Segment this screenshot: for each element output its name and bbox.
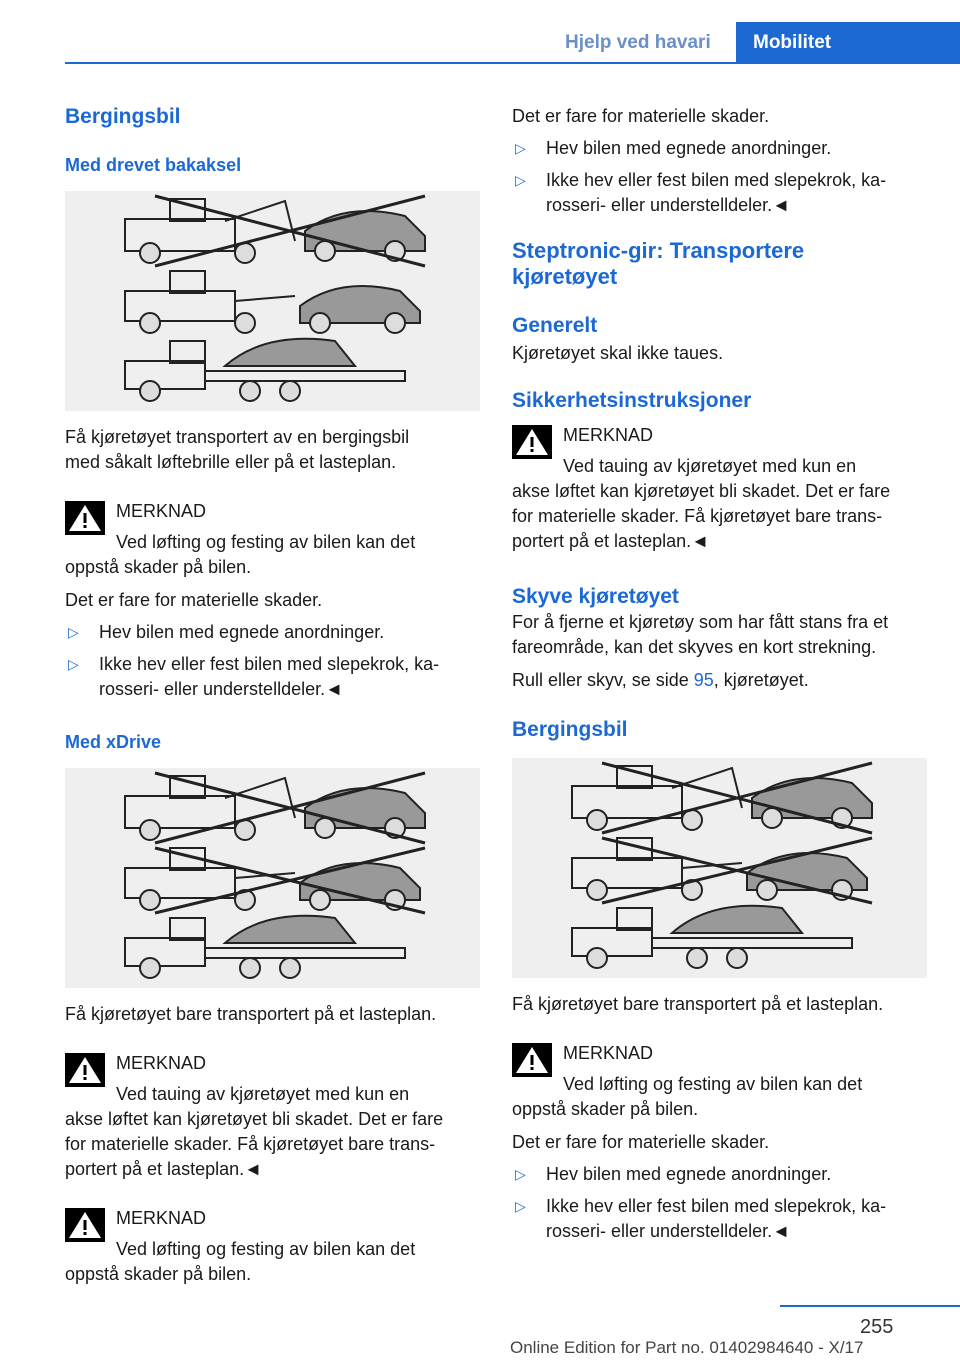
warning-text: Ved løfting og festing av bilen kan det [563,1074,863,1094]
heading-bergingsbil-2: Bergingsbil [512,718,628,741]
warning-title: MERKNAD [563,425,654,445]
warning-block-3 [65,1204,481,1287]
list-item: ▷ Ikke hev eller fest bilen med slepekrok, ka- rosseri- eller understelldeler.◄ [68,654,440,699]
warning-text: akse løftet kan kjøretøyet bli skadet. Det er fare [512,481,891,501]
header-tab-hjelp[interactable]: Hjelp ved havari [565,32,711,53]
header-rule [65,62,960,64]
list-item: ▷ Hev bilen med egnede anordninger. [65,620,481,645]
para-fare: Det er fare for materielle skader. [65,590,323,610]
warning-text: oppstå skader på bilen. [65,1264,252,1284]
list-item: ▷ Hev bilen med egnede anordninger. [512,136,928,161]
heading-generelt: Generelt [512,314,598,337]
triangle-bullet-icon: ▷ [68,624,79,640]
warning-triangle-icon [65,1208,105,1242]
triangle-bullet-icon: ▷ [515,1166,526,1182]
triangle-bullet-icon: ▷ [515,140,526,156]
warning-text: akse løftet kan kjøretøyet bli skadet. Det er fare [65,1109,444,1129]
list-item: ▷ Hev bilen med egnede anordninger. [512,1162,928,1187]
para-fare: Det er fare for materielle skader. [512,106,770,126]
heading-steptronic: Steptronic-gir: Transportere kjøretøyet [512,238,805,289]
warning-text: for materielle skader. Få kjøretøyet bare trans- [65,1134,436,1154]
warning-text: portert på et lasteplan.◄ [512,531,709,551]
warning-title: MERKNAD [116,1053,207,1073]
figure-towing-xdrive [65,768,480,988]
footer-rule [780,1305,960,1307]
para-skyve-1: For å fjerne et kjøretøy som har fått stans fra et [512,612,889,632]
para-rull: Rull eller skyv, se side 95, kjøretøyet. [512,670,809,690]
warning-block-5 [512,1039,928,1122]
right-column [512,104,928,1244]
warning-text: for materielle skader. Få kjøretøyet bare trans- [512,506,883,526]
warning-title: MERKNAD [116,501,207,521]
figure-towing-rear-drive [65,191,480,411]
towing-illustration [512,758,927,978]
warning-text: Ved tauing av kjøretøyet med kun en [116,1084,410,1104]
towing-illustration [65,191,480,411]
warning-triangle-icon [512,1043,552,1077]
triangle-bullet-icon: ▷ [515,1198,526,1214]
warning-triangle-icon [65,1053,105,1087]
para-transport-1a: Få kjøretøyet transportert av en bergingsbil [65,427,410,447]
heading-bergingsbil: Bergingsbil [65,105,181,128]
left-column [65,100,481,1287]
towing-illustration [65,768,480,988]
list-item: ▷ Ikke hev eller fest bilen med slepekrok, ka- rosseri- eller understelldeler.◄ [515,170,887,215]
para-skyve-2: fareområde, kan det skyves en kort strekning. [512,637,877,657]
warning-text: Ved løfting og festing av bilen kan det [116,1239,416,1259]
warning-triangle-icon [512,425,552,459]
triangle-bullet-icon: ▷ [68,656,79,672]
para-transport-1b: med såkalt løftebrille eller på et lasteplan. [65,452,397,472]
warning-block-1 [65,497,481,580]
heading-sikkerhet: Sikkerhetsinstruksjoner [512,389,752,412]
warning-title: MERKNAD [563,1043,654,1063]
header-tab-mobilitet[interactable]: Mobilitet [736,22,960,64]
warning-text: Ved tauing av kjøretøyet med kun en [563,456,857,476]
heading-xdrive: Med xDrive [65,732,162,752]
para-transport-2: Få kjøretøyet bare transportert på et lasteplan. [65,1004,437,1024]
bullet-list [65,620,481,702]
heading-skyve: Skyve kjøretøyet [512,585,679,608]
para-transport: Få kjøretøyet bare transportert på et lasteplan. [512,994,884,1014]
warning-text: oppstå skader på bilen. [65,557,252,577]
para-generelt: Kjøretøyet skal ikke taues. [512,343,724,363]
triangle-bullet-icon: ▷ [515,172,526,188]
para-fare-2: Det er fare for materielle skader. [512,1132,770,1152]
figure-towing-steptronic [512,758,927,978]
heading-bakaksel: Med drevet bakaksel [65,155,242,175]
warning-text: Ved løfting og festing av bilen kan det [116,532,416,552]
bullet-list [512,1162,928,1244]
warning-block-4 [512,421,928,554]
footer-edition: Online Edition for Part no. 01402984640 - X/17 [510,1338,864,1357]
page-link-95[interactable]: 95 [693,670,714,690]
warning-text: oppstå skader på bilen. [512,1099,699,1119]
bullet-list [512,136,928,218]
warning-text: portert på et lasteplan.◄ [65,1159,262,1179]
list-item: ▷ Ikke hev eller fest bilen med slepekrok, ka- rosseri- eller understelldeler.◄ [515,1196,887,1241]
warning-block-2 [65,1049,481,1182]
page-number: 255 [860,1316,894,1338]
warning-triangle-icon [65,501,105,535]
warning-title: MERKNAD [116,1208,207,1228]
